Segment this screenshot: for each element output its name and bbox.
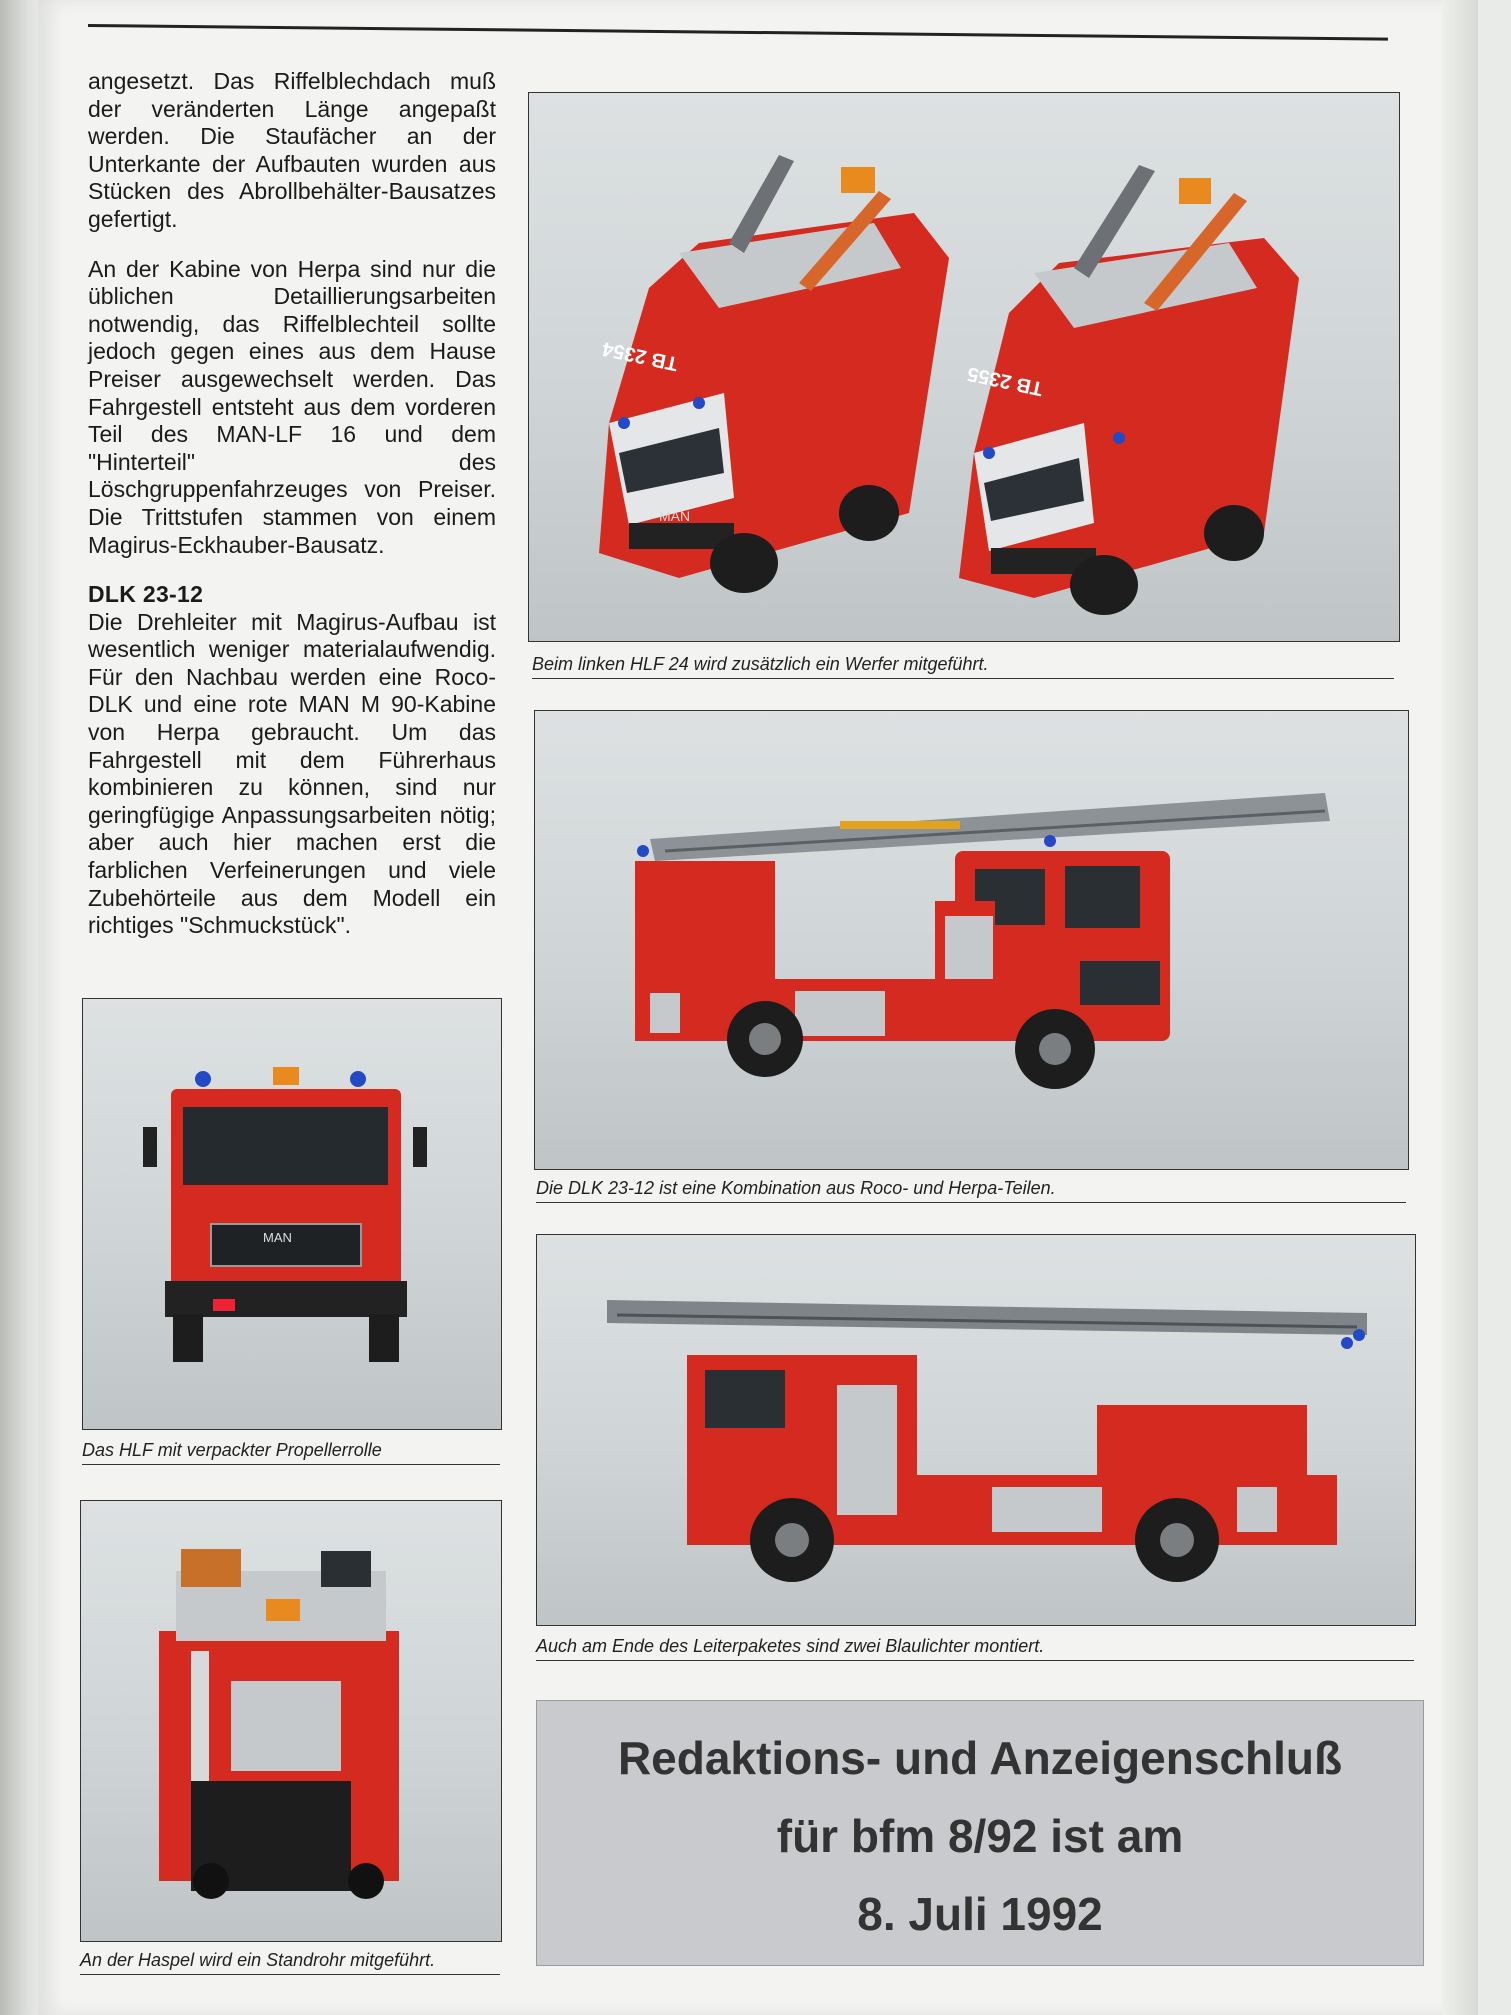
article-paragraph: Die Drehleiter mit Magirus-Aufbau ist wesentlich weniger materialaufwendig. Für den Nachbau werden eine Roco-DLK und eine rote MAN M 90-Kabine von Herpa gebraucht. Um das Fahrgestell mit dem Führerhaus kombinieren zu können, sind nur geringfügige Anpassungsarbeiten nötig; aber auch hier machen erst die farblichen Verfeinerungen und viele Zubehörteile aus dem Modell ein richtiges "Schmuckstück". [88,608,496,939]
dlk-truck-rear [607,1300,1367,1582]
hlf-front-truck [143,1067,427,1362]
truck-plate-left: TB 2354 [600,337,681,375]
page-edge [1442,0,1478,2015]
grille-logo-front: MAN [263,1230,292,1245]
photo-hlf-front-view [82,998,502,1430]
photo-two-hlf-trucks [528,92,1400,642]
grille-logo-left: MAN [659,508,691,524]
hlf-truck-right [959,165,1299,615]
photo-caption: Auch am Ende des Leiterpaketes sind zwei Blaulichter montiert. [536,1636,1414,1661]
photo-caption: Die DLK 23-12 ist eine Kombination aus Roco- und Herpa-Teilen. [536,1178,1406,1203]
photo-caption: Das HLF mit verpackter Propellerrolle [82,1440,500,1465]
notice-line-1: Redaktions- und Anzeigenschluß [617,1732,1343,1784]
photo-dlk-rear-view [536,1234,1416,1626]
notice-line-2: für bfm 8/92 ist am [776,1810,1184,1862]
article-paragraph: An der Kabine von Herpa sind nur die üblichen Detaillierungsarbeiten notwendig, das Riffelblechteil sollte jedoch gegen eines aus dem Hause Preiser ausgewechselt werden. Das Fahrgestell entsteht aus dem vorderen Teil des MAN-LF 16 und dem "Hinterteil" des Löschgruppenfahrzeuges von Preiser. Die Trittstufen stammen von einem Magirus-Eckhauber-Bausatz. [88,255,496,558]
photo-caption: An der Haspel wird ein Standrohr mitgeführt. [80,1950,500,1975]
section-heading: DLK 23-12 [88,581,204,608]
article-text-column [88,68,496,962]
photo-hlf-rear-view [80,1500,502,1942]
dlk-truck [635,793,1330,1089]
deadline-notice-box [536,1700,1424,1966]
hlf-rear-truck [159,1549,399,1899]
article-paragraph: angesetzt. Das Riffelblechdach muß der veränderten Länge angepaßt werden. Die Staufächer an der Unterkante der Aufbauten wurden aus Stücken des Abrollbehälter-Bausatzes gefertigt. [88,68,496,232]
photo-caption: Beim linken HLF 24 wird zusätzlich ein Werfer mitgeführt. [532,654,1394,679]
photo-dlk-side-view [534,710,1409,1170]
hlf-truck-left [599,155,949,593]
truck-plate-right: TB 2355 [965,362,1046,400]
notice-line-3: 8. Juli 1992 [857,1888,1103,1940]
